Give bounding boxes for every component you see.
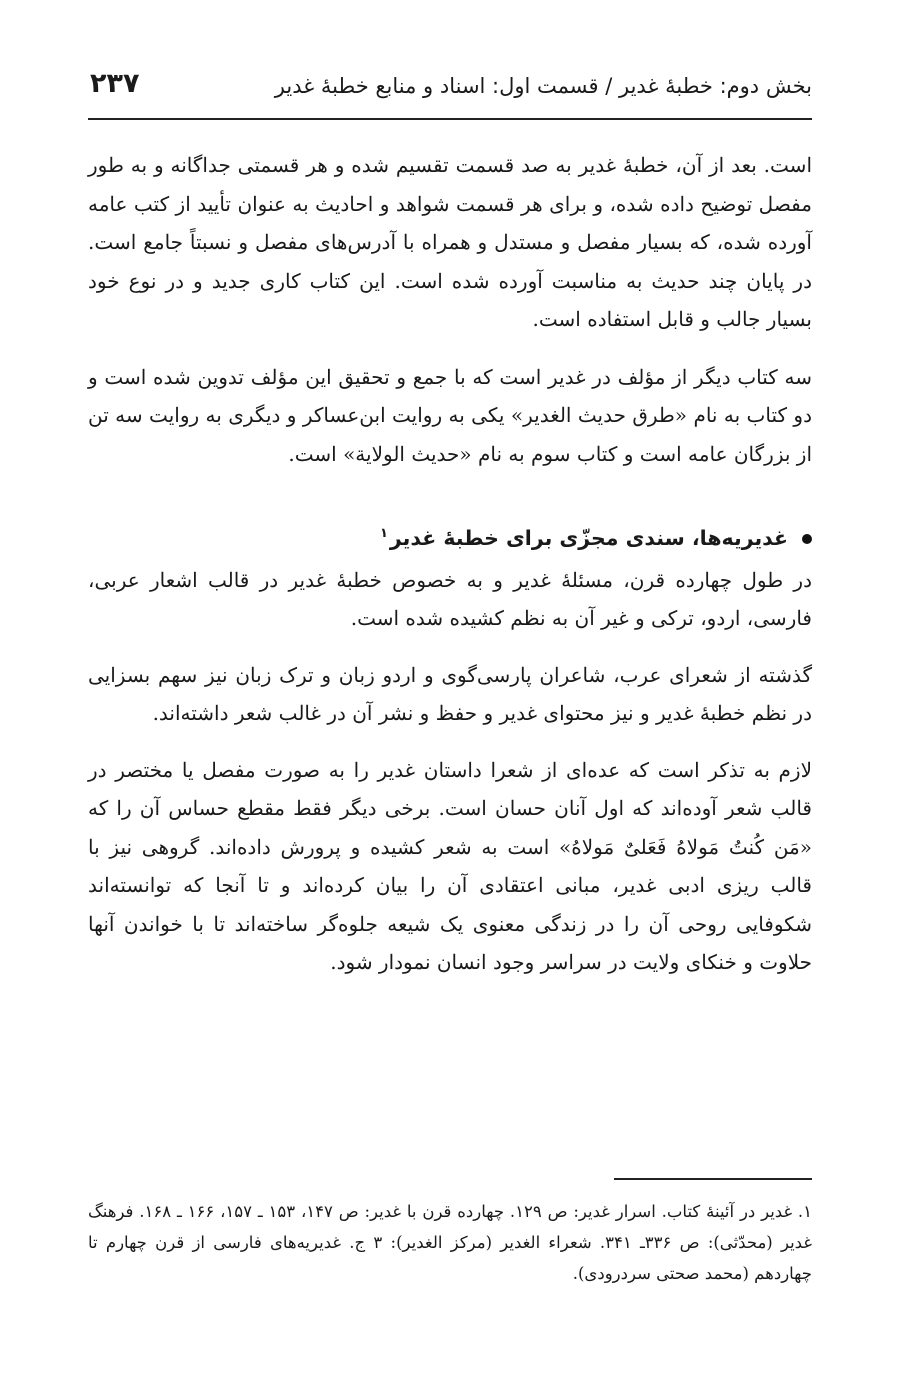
page-header <box>88 64 812 114</box>
footnotes <box>88 1196 812 1289</box>
paragraph-1: است. بعد از آن، خطبهٔ غدیر به صد قسمت تقسیم شده و هر قسمتی جداگانه و به طور مفصل توضیح داده شده، و برای هر قسمت شواهد و احادیث به عنوان تأیید از کتب عامه آورده شده، که بسیار مفصل و مستدل و همراه با آدرس‌های مفصل و نسبتاً جامع است. در پایان چند حدیث به مناسبت آورده شده است. این کتاب کاری جدید و در نوع خود بسیار جالب و قابل استفاده است. <box>88 153 812 331</box>
bullet-icon <box>802 534 812 544</box>
section-heading <box>88 519 812 553</box>
paragraph-3: در طول چهارده قرن، مسئلهٔ غدیر و به خصوص خطبهٔ غدیر در قالب اشعار عربی، فارسی، اردو، ترکی و غیر آن به نظم کشیده شده است. <box>88 567 812 631</box>
header-divider <box>88 118 812 120</box>
section-heading-text: غدیریه‌ها، سندی مجزّی برای خطبهٔ غدیر <box>389 525 788 550</box>
paragraph-5: لازم به تذکر است که عده‌ای از شعرا داستان غدیر را به صورت مفصل یا مختصر در قالب شعر آوده‌اند که اول آنان حسان است. برخی دیگر فقط مقطع حساس آن را که «مَن کُنتُ مَولاهُ فَعَلیٌ مَولاهُ» است به شعر کشیده و پرورش داده‌اند. گروهی نیز با قالب ریزی ادبی غدیر، مبانی اعتقادی آن را بیان کرده‌اند و تا آنجا که توانسته‌اند شکوفایی روحی آن را در زندگی معنوی یک شیعه جلوه‌گر ساخته‌اند تا با خواندن آنها حلاوت و خنکای ولایت در سراسر وجود انسان نمودار شود. <box>88 757 812 975</box>
main-text <box>88 146 812 982</box>
running-title: بخش دوم: خطبهٔ غدیر / قسمت اول: اسناد و منابع خطبهٔ غدیر <box>274 74 812 98</box>
footnote-1: ۱. غدیر در آئینهٔ کتاب. اسرار غدیر: ص ۱۲۹. چهارده قرن با غدیر: ص ۱۴۷، ۱۵۳ ـ ۱۵۷، ۱۶۶ ـ ۱۶۸. فرهنگ غدیر (محدّثی): ص ۳۳۶ـ ۳۴۱. شعراء الغدیر (مرکز الغدیر): ۳ ج. غدیریه‌های فارسی از قرن چهارم تا چهاردهم (محمد صحتی سردرودی). <box>88 1202 813 1283</box>
paragraph-2: سه کتاب دیگر از مؤلف در غدیر است که با جمع و تحقیق این مؤلف تدوین شده است و دو کتاب به نام «طرق حدیث الغدیر» یکی به روایت ابن‌عساکر و دیگری به روایت سه تن از بزرگان عامه است و کتاب سوم به نام «حدیث الولایة» است. <box>88 364 812 466</box>
footnote-reference[interactable]: ۱ <box>379 526 388 541</box>
footnote-divider <box>614 1178 812 1180</box>
page-number: ۲۳۷ <box>90 68 140 99</box>
paragraph-4: گذشته از شعرای عرب، شاعران پارسی‌گوی و اردو زبان و ترک زبان نیز سهم بسزایی در نظم خطبهٔ غدیر و نیز محتوای غدیر و حفظ و نشر آن در غالب شعر داشته‌اند. <box>88 662 812 726</box>
